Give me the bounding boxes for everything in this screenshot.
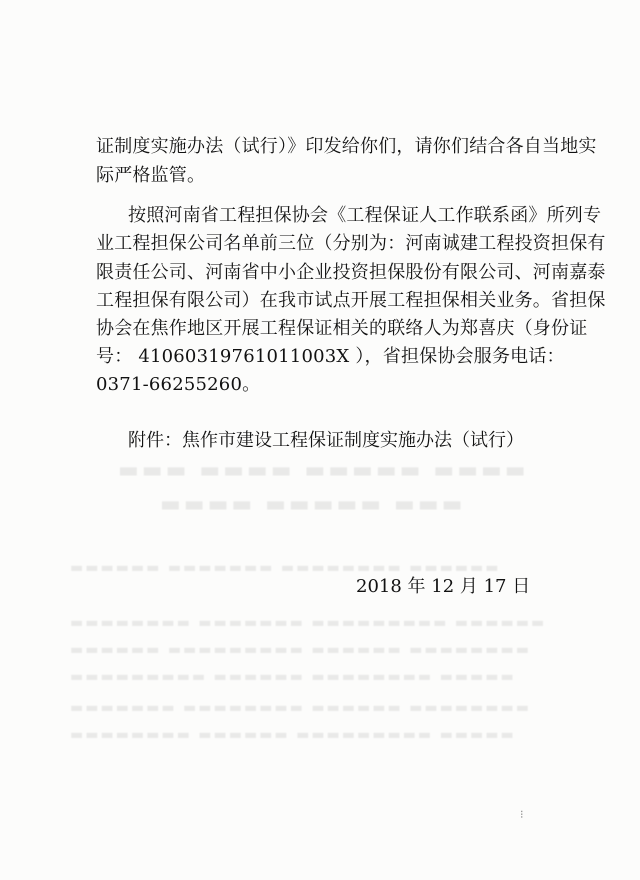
paragraph-1-line-2: 际严格监管。 (96, 165, 206, 186)
page-corner-mark: ⁝ (520, 808, 524, 821)
paragraph-2-line-4: 工程担保有限公司）在我市试点开展工程担保相关业务。省担保 (96, 290, 606, 311)
reverse-side-bleed: ▬▬▬▬▬▬ ▬▬▬▬▬▬▬▬▬ ▬▬▬▬▬▬ ▬▬▬▬▬▬▬▬ (70, 642, 531, 658)
reverse-side-bleed: ▬▬▬▬▬▬▬ ▬▬▬▬▬▬▬▬ ▬▬▬▬▬▬ ▬▬▬▬▬▬▬▬ (70, 700, 531, 716)
attachment-line: 附件：焦作市建设工程保证制度实施办法（试行） (128, 430, 524, 451)
paragraph-1-line-1: 证制度实施办法（试行）》印发给你们，请你们结合各自当地实 (96, 136, 597, 157)
paragraph-2-line-5: 协会在焦作地区开展工程保证相关的联络人为郑喜庆（身份证 (96, 318, 588, 339)
reverse-side-bleed: ▬▬▬▬▬▬▬▬ ▬▬▬▬▬▬ ▬▬▬▬▬▬▬▬▬ ▬▬▬▬▬ (70, 727, 516, 743)
paragraph-2-line-1: 按照河南省工程担保协会《工程保证人工作联系函》所列专 (128, 205, 602, 226)
reverse-side-bleed: ▬▬▬▬ ▬▬▬▬▬ ▬▬▬ (160, 492, 466, 517)
reverse-side-bleed: ▬▬▬▬▬▬▬▬ ▬▬▬▬▬▬▬ ▬▬▬▬▬▬▬▬▬ ▬▬▬▬▬▬ (70, 615, 547, 631)
reverse-side-bleed: ▬▬▬▬▬▬ ▬▬▬▬▬▬▬ ▬▬▬▬▬▬▬▬ ▬▬▬▬▬▬ (70, 560, 501, 576)
paragraph-2-line-6: 号： 41060319761011003X ），省担保协会服务电话： (96, 346, 565, 367)
paragraph-2-line-3: 限责任公司、河南省中小企业投资担保股份有限公司、河南嘉泰 (96, 262, 606, 283)
paragraph-2-line-2: 业工程担保公司名单前三位（分别为：河南诚建工程投资担保有 (96, 233, 606, 254)
reverse-side-bleed: ▬▬▬▬▬▬▬▬▬ ▬▬▬▬▬▬ ▬▬▬▬▬▬▬▬ ▬▬▬▬▬ (70, 669, 516, 685)
reverse-side-bleed: ▬▬▬ ▬▬▬▬ ▬▬▬▬▬ ▬▬▬▬ (118, 458, 529, 483)
document-date: 2018 年 12 月 17 日 (356, 576, 531, 597)
paragraph-2-line-7: 0371-66255260。 (96, 374, 261, 395)
